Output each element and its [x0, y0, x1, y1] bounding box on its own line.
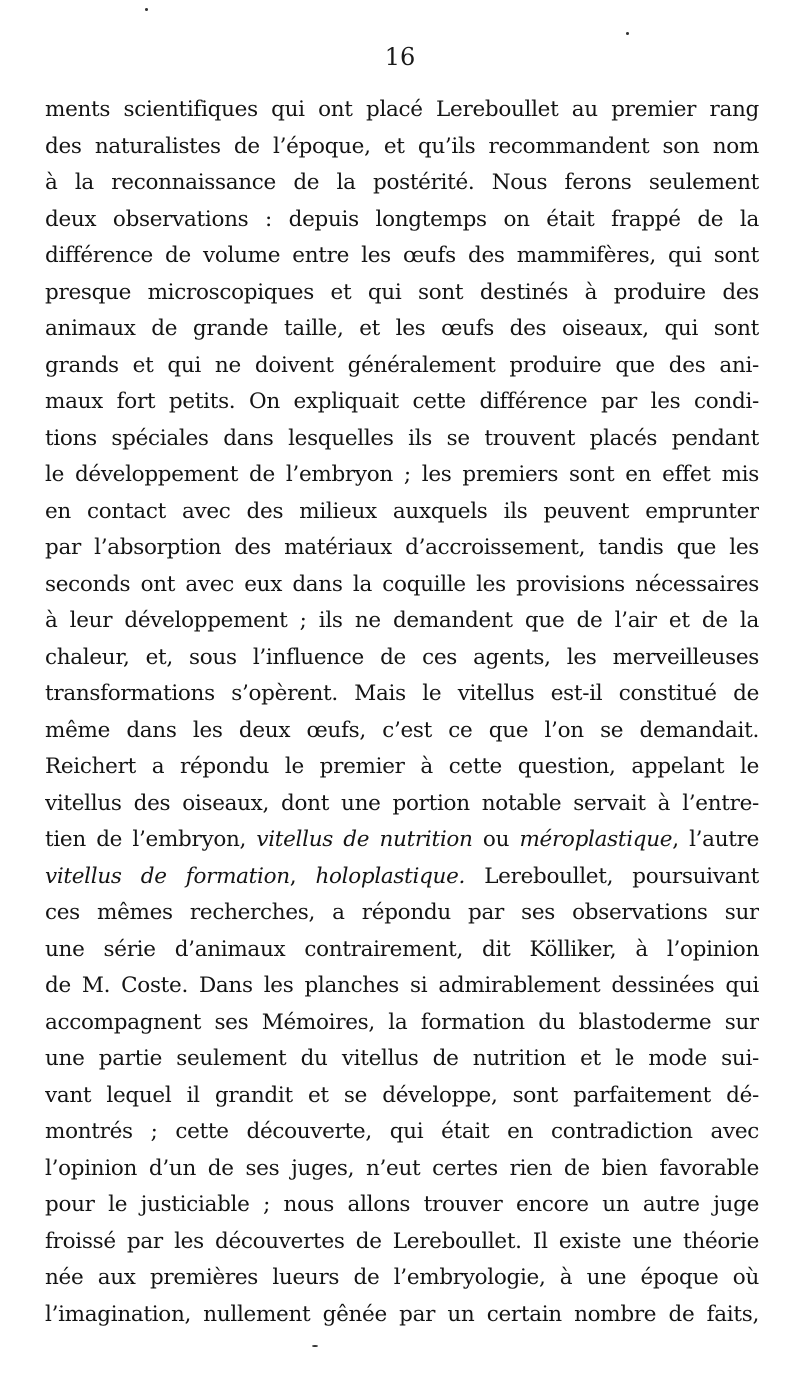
text-line [45, 1151, 759, 1188]
text-line [45, 494, 759, 531]
text-line [45, 567, 759, 604]
text-span: , l’autre [672, 827, 759, 852]
text-span: de M. Coste. Dans les planches si admirablement dessinées qui [45, 973, 759, 998]
text-span: vant lequel il grandit et se développe, sont parfaitement dé- [45, 1082, 759, 1108]
print-speck [145, 8, 148, 11]
text-line [45, 822, 759, 859]
text-span: des naturalistes de l’époque, et qu’ils recommandent son nom [45, 133, 759, 159]
text-span: grands et qui ne doivent généralement produire que des ani- [45, 352, 759, 378]
text-line [45, 676, 759, 713]
text-span: , [289, 863, 316, 889]
text-line [45, 348, 759, 385]
text-line [45, 311, 759, 348]
text-span: une partie seulement du vitellus de nutrition et le mode sui- [45, 1046, 759, 1071]
text-line [45, 165, 759, 202]
text-span: née aux premières lueurs de l’embryologie, à une époque où [45, 1265, 759, 1290]
text-span: l’imagination, nullement gênée par un certain nombre de faits, [45, 1301, 759, 1327]
text-span: tions spéciales dans lesquelles ils se trouvent placés pendant [45, 425, 759, 451]
text-line [45, 421, 759, 458]
italic-text-span: vitellus de nutrition [256, 827, 473, 852]
text-span: ces mêmes recherches, a répondu par ses observations sur [45, 900, 759, 925]
text-span: une série d’animaux contrairement, dit Kölliker, à l’opinion [45, 936, 759, 962]
text-span: animaux de grande taille, et les œufs des oiseaux, qui sont [45, 316, 759, 341]
text-line [45, 92, 759, 129]
print-speck [312, 1345, 318, 1347]
text-span: même dans les deux œufs, c’est ce que l’on se demandait. [45, 717, 759, 743]
text-line [45, 640, 759, 677]
text-span: ou [472, 827, 520, 852]
text-line [45, 1297, 759, 1334]
italic-text-span: méroplastique [519, 827, 673, 852]
text-line [45, 384, 759, 421]
print-speck [626, 32, 629, 35]
text-span: Reichert a répondu le premier à cette question, appelant le [45, 754, 759, 779]
text-line [45, 1187, 759, 1224]
text-span: maux fort petits. On expliquait cette différence par les condi- [45, 389, 759, 414]
text-span: montrés ; cette découverte, qui était en contradiction avec [45, 1119, 759, 1144]
italic-text-span: holoplastique. [315, 863, 466, 889]
text-line [45, 859, 759, 896]
text-line [45, 895, 759, 932]
text-line [45, 749, 759, 786]
text-span: Lereboullet, poursuivant [465, 863, 759, 889]
text-span: deux observations : depuis longtemps on était frappé de la [45, 206, 759, 232]
text-span: pour le justiciable ; nous allons trouver encore un autre juge [45, 1192, 759, 1217]
text-line [45, 786, 759, 823]
text-line [45, 202, 759, 239]
text-line [45, 457, 759, 494]
text-span: presque microscopiques et qui sont destinés à produire des [45, 279, 759, 305]
text-span: transformations s’opèrent. Mais le vitellus est-il constitué de [45, 681, 759, 706]
text-line [45, 968, 759, 1005]
text-line [45, 1041, 759, 1078]
text-span: seconds ont avec eux dans la coquille les provisions nécessaires [45, 571, 759, 597]
text-span: en contact avec des milieux auxquels ils peuvent emprunter [45, 498, 759, 524]
page-number: 16 [384, 43, 416, 71]
text-line [45, 1078, 759, 1115]
text-line [45, 238, 759, 275]
text-span: tien de l’embryon, [45, 827, 257, 852]
text-line [45, 530, 759, 567]
text-line [45, 1005, 759, 1042]
text-line [45, 1260, 759, 1297]
text-line [45, 1224, 759, 1261]
text-span: à leur développement ; ils ne demandent que de l’air et de la [45, 608, 759, 633]
text-span: accompagnent ses Mémoires, la formation du blastoderme sur [45, 1009, 759, 1035]
text-span: ments scientifiques qui ont placé Lereboullet au premier rang [45, 97, 759, 122]
text-span: différence de volume entre les œufs des mammifères, qui sont [45, 243, 759, 268]
body-text [45, 92, 759, 1333]
text-span: à la reconnaissance de la postérité. Nous ferons seulement [45, 170, 759, 195]
text-span: par l’absorption des matériaux d’accroissement, tandis que les [45, 535, 759, 560]
text-line [45, 275, 759, 312]
italic-text-span: vitellus de formation [45, 863, 290, 889]
text-line [45, 713, 759, 750]
text-span: vitellus des oiseaux, dont une portion notable servait à l’entre- [45, 790, 759, 816]
text-line [45, 603, 759, 640]
text-line [45, 932, 759, 969]
text-span: chaleur, et, sous l’influence de ces agents, les merveilleuses [45, 644, 759, 670]
text-span: froissé par les découvertes de Lereboullet. Il existe une théorie [45, 1228, 759, 1254]
text-span: l’opinion d’un de ses juges, n’eut certes rien de bien favorable [45, 1155, 759, 1181]
text-line [45, 1114, 759, 1151]
text-line [45, 129, 759, 166]
text-span: le développement de l’embryon ; les premiers sont en effet mis [45, 462, 759, 487]
